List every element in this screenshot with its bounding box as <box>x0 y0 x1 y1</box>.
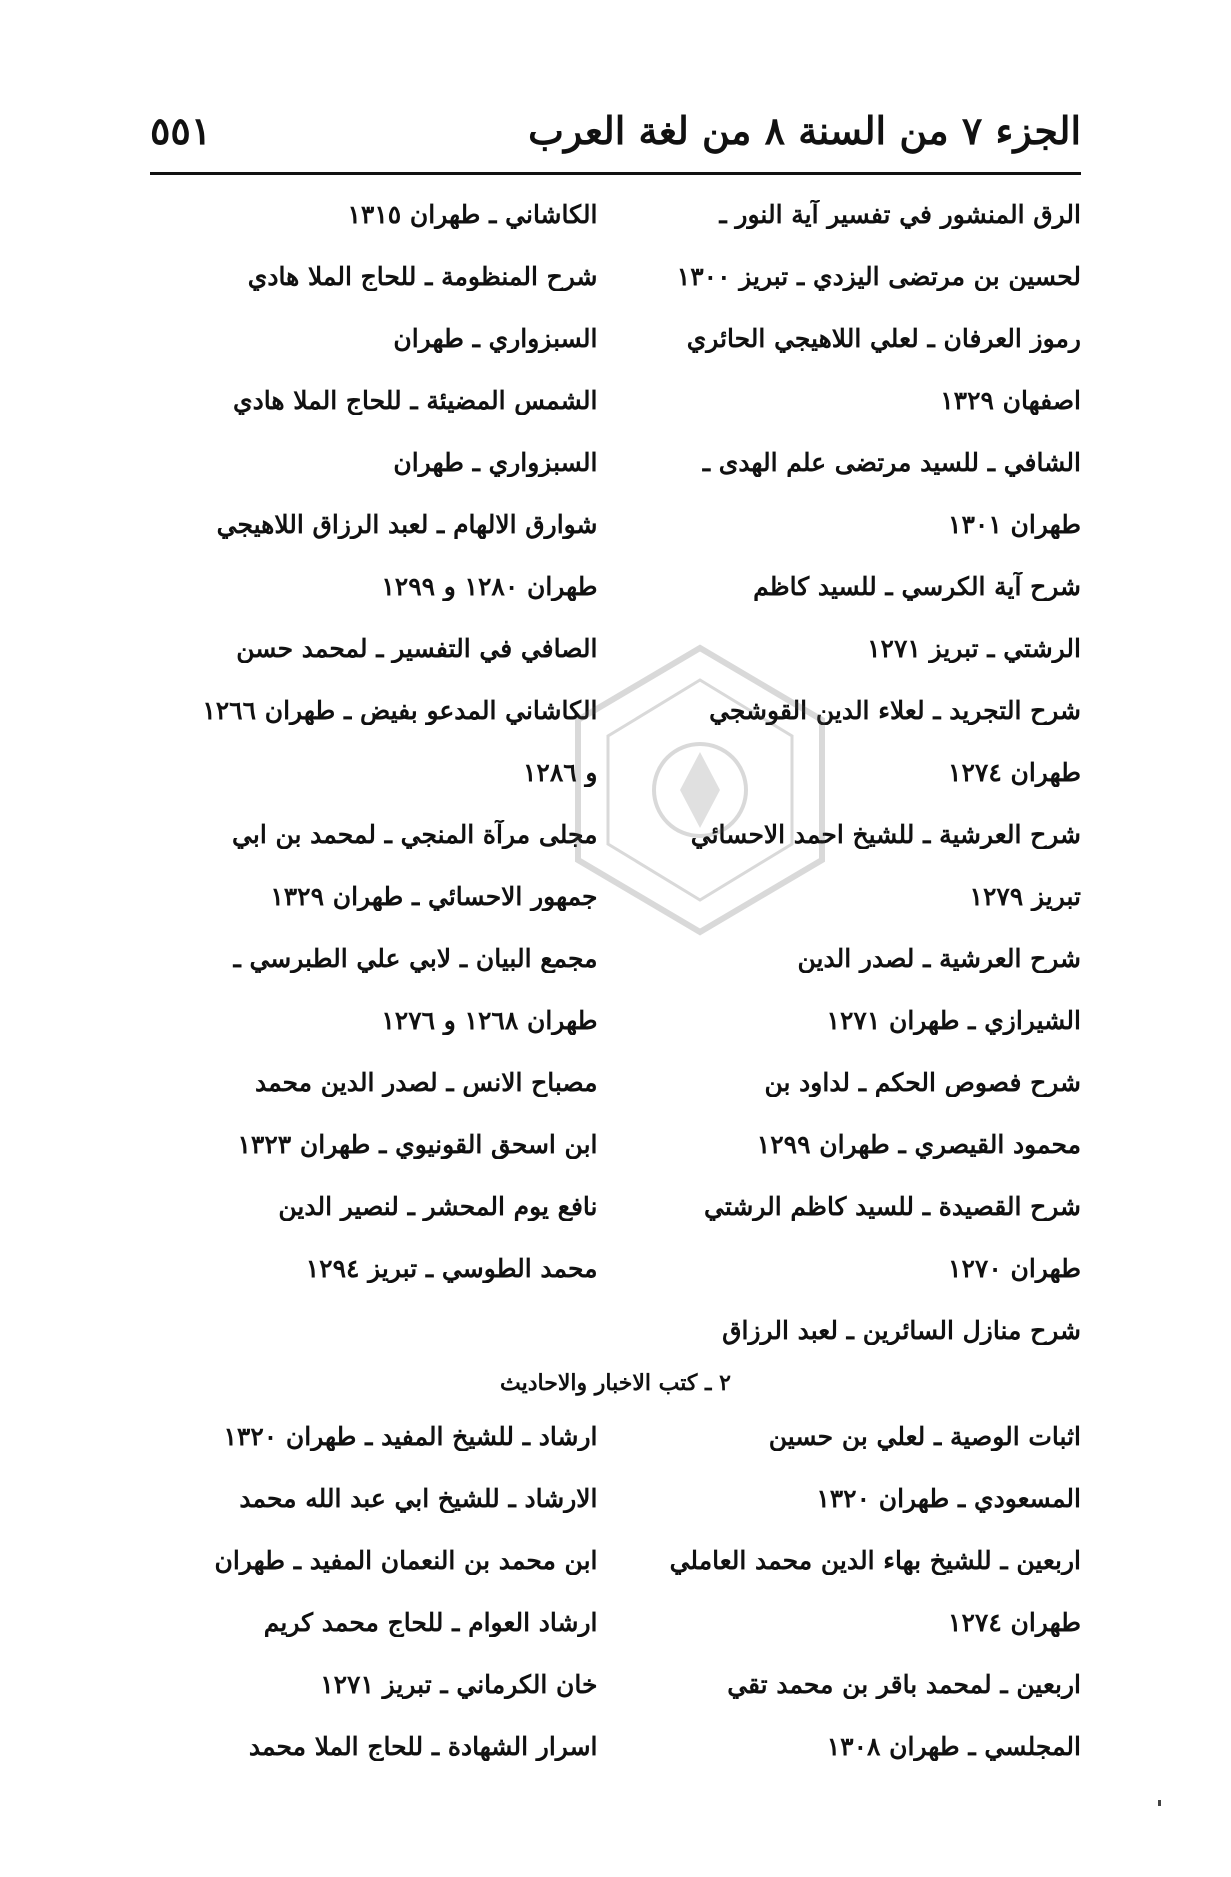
entry-text-right-column: شرح العرشية ـ لصدر الدين <box>797 943 1081 973</box>
entry-text-right-column: تبريز ١٢٧٩ <box>969 881 1081 911</box>
entry-text-left-column: محمد الطوسي ـ تبريز ١٢٩٤ <box>305 1253 598 1283</box>
entry-text-right-column: شرح فصوص الحكم ـ لداود بن <box>764 1067 1081 1097</box>
bibliography-list <box>150 183 1081 1777</box>
entry-text-left-column: مجلى مرآة المنجي ـ لمحمد بن ابي <box>232 819 598 849</box>
entry-text-left-column: طهران ١٢٨٠ و ١٢٩٩ <box>381 571 598 601</box>
entry-line <box>150 1299 1081 1361</box>
entry-line <box>150 1715 1081 1777</box>
entry-text-right-column: المسعودي ـ طهران ١٣٢٠ <box>816 1483 1081 1513</box>
entry-line <box>150 865 1081 927</box>
entry-text-left-column: مجمع البيان ـ لابي علي الطبرسي ـ <box>233 943 598 973</box>
entry-line <box>150 1113 1081 1175</box>
header-rule <box>150 172 1081 175</box>
entry-line <box>150 431 1081 493</box>
entry-line <box>150 493 1081 555</box>
entry-text-right-column: اصفهان ١٣٢٩ <box>940 385 1081 415</box>
entry-text-right-column: طهران ١٣٠١ <box>948 509 1081 539</box>
scan-speck <box>1158 1800 1161 1806</box>
entry-text-right-column: شرح التجريد ـ لعلاء الدين القوشجي <box>709 695 1081 725</box>
entry-line <box>150 307 1081 369</box>
entry-text-left-column: جمهور الاحسائي ـ طهران ١٣٢٩ <box>270 881 598 911</box>
entry-line <box>150 555 1081 617</box>
page-header <box>150 100 1081 160</box>
entry-line <box>150 617 1081 679</box>
entry-text-left-column: الشمس المضيئة ـ للحاج الملا هادي <box>233 385 598 415</box>
entry-line <box>150 183 1081 245</box>
document-page <box>150 0 1081 1877</box>
entry-text-left-column: ارشاد العوام ـ للحاج محمد كريم <box>263 1607 598 1637</box>
page-number: ٥٥١ <box>150 107 212 153</box>
entry-line <box>150 741 1081 803</box>
entry-text-left-column: السبزواري ـ طهران <box>393 323 598 353</box>
entry-line <box>150 1529 1081 1591</box>
entry-line <box>150 1653 1081 1715</box>
entry-text-left-column: الارشاد ـ للشيخ ابي عبد الله محمد <box>239 1483 598 1513</box>
entry-line <box>150 1405 1081 1467</box>
entry-text-left-column: اسرار الشهادة ـ للحاج الملا محمد <box>248 1731 598 1761</box>
entry-line <box>150 803 1081 865</box>
running-title: الجزء ٧ من السنة ٨ من لغة العرب <box>528 107 1081 153</box>
bibliography-section-2 <box>150 1405 1081 1777</box>
bibliography-section-1 <box>150 183 1081 1361</box>
entry-text-right-column: لحسين بن مرتضى اليزدي ـ تبريز ١٣٠٠ <box>676 261 1081 291</box>
entry-line <box>150 369 1081 431</box>
entry-text-left-column: طهران ١٢٦٨ و ١٢٧٦ <box>381 1005 598 1035</box>
entry-text-right-column: الرشتي ـ تبريز ١٢٧١ <box>867 633 1081 663</box>
entry-text-left-column: نافع يوم المحشر ـ لنصير الدين <box>278 1191 598 1221</box>
entry-text-right-column: المجلسي ـ طهران ١٣٠٨ <box>826 1731 1081 1761</box>
entry-text-right-column: اربعين ـ لمحمد باقر بن محمد تقي <box>727 1669 1081 1699</box>
entry-line <box>150 927 1081 989</box>
entry-text-right-column: طهران ١٢٧٠ <box>948 1253 1081 1283</box>
entry-text-left-column: ابن محمد بن النعمان المفيد ـ طهران <box>214 1545 598 1575</box>
entry-line <box>150 679 1081 741</box>
entry-text-right-column: محمود القيصري ـ طهران ١٢٩٩ <box>756 1129 1081 1159</box>
entry-line <box>150 1591 1081 1653</box>
entry-text-right-column: شرح منازل السائرين ـ لعبد الرزاق <box>722 1315 1081 1345</box>
entry-text-right-column: شرح العرشية ـ للشيخ احمد الاحسائي <box>690 819 1081 849</box>
entry-text-left-column: و ١٢٨٦ <box>523 757 598 787</box>
entry-text-right-column: اربعين ـ للشيخ بهاء الدين محمد العاملي <box>669 1545 1081 1575</box>
entry-text-right-column: الشافي ـ للسيد مرتضى علم الهدى ـ <box>702 447 1081 477</box>
entry-line <box>150 245 1081 307</box>
entry-text-right-column: الشيرازي ـ طهران ١٢٧١ <box>826 1005 1081 1035</box>
entry-text-left-column: شرح المنظومة ـ للحاج الملا هادي <box>247 261 598 291</box>
entry-text-left-column: الكاشاني ـ طهران ١٣١٥ <box>347 199 598 229</box>
entry-line <box>150 1467 1081 1529</box>
entry-text-left-column: ارشاد ـ للشيخ المفيد ـ طهران ١٣٢٠ <box>223 1421 598 1451</box>
entry-line <box>150 989 1081 1051</box>
entry-text-right-column: الرق المنشور في تفسير آية النور ـ <box>719 199 1081 229</box>
entry-text-left-column: الكاشاني المدعو بفيض ـ طهران ١٢٦٦ <box>202 695 598 725</box>
entry-text-right-column: اثبات الوصية ـ لعلي بن حسين <box>768 1421 1081 1451</box>
entry-text-left-column: مصباح الانس ـ لصدر الدين محمد <box>254 1067 598 1097</box>
entry-text-left-column: خان الكرماني ـ تبريز ١٢٧١ <box>320 1669 598 1699</box>
entry-line <box>150 1051 1081 1113</box>
entry-text-right-column: رموز العرفان ـ لعلي اللاهيجي الحائري <box>686 323 1081 353</box>
entry-text-left-column: السبزواري ـ طهران <box>393 447 598 477</box>
entry-line <box>150 1237 1081 1299</box>
entry-line <box>150 1175 1081 1237</box>
entry-text-left-column: شوارق الالهام ـ لعبد الرزاق اللاهيجي <box>216 509 598 539</box>
entry-text-left-column: ابن اسحق القونيوي ـ طهران ١٣٢٣ <box>237 1129 598 1159</box>
entry-text-right-column: طهران ١٢٧٤ <box>948 1607 1081 1637</box>
entry-text-right-column: شرح القصيدة ـ للسيد كاظم الرشتي <box>704 1191 1081 1221</box>
section-heading: ٢ ـ كتب الاخبار والاحاديث <box>500 1370 731 1396</box>
entry-text-right-column: طهران ١٢٧٤ <box>948 757 1081 787</box>
entry-text-right-column: شرح آية الكرسي ـ للسيد كاظم <box>753 571 1081 601</box>
entry-text-left-column: الصافي في التفسير ـ لمحمد حسن <box>236 633 598 663</box>
